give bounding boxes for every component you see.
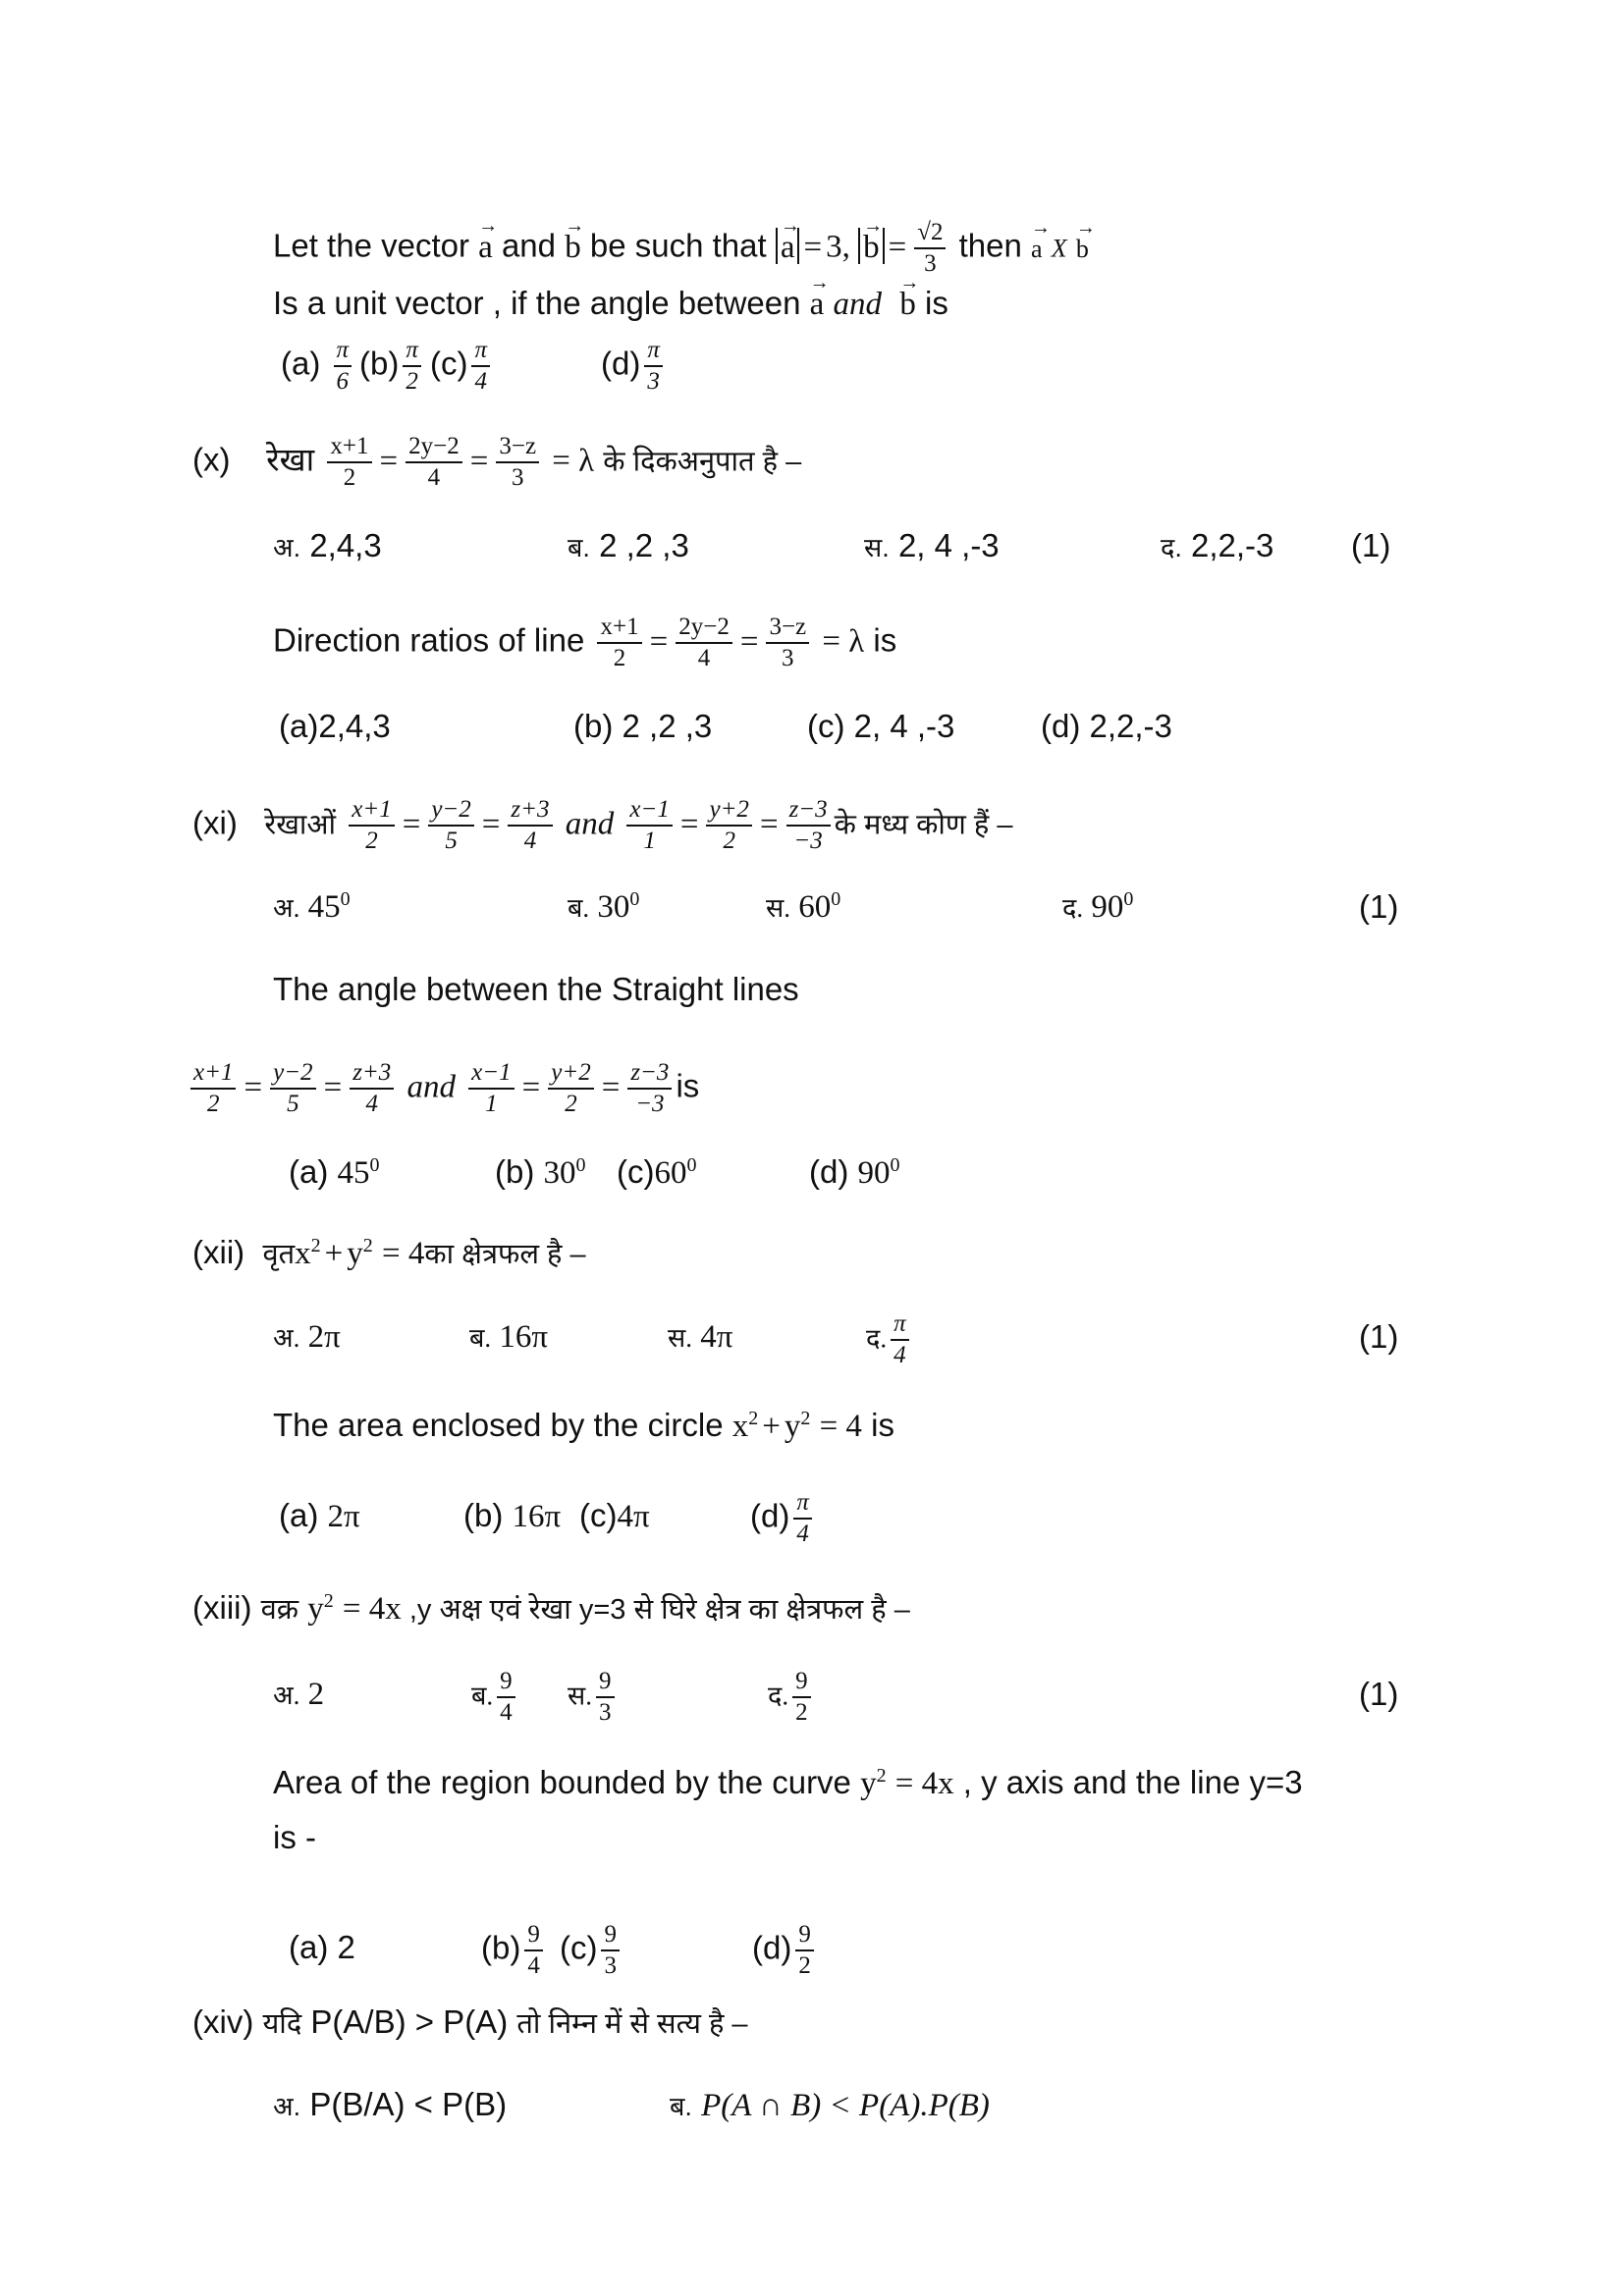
denominator: 4 [427,464,441,491]
equals: = [481,806,501,842]
q-xi-english-option-c[interactable] [617,1152,696,1193]
option-fraction [793,1490,812,1547]
numerator: 9 [792,1669,811,1698]
option-value: 16π [499,1319,549,1355]
vector-a: → a [781,228,795,267]
denominator: 2 [613,645,626,671]
denominator: 3 [647,368,660,395]
denominator: 4 [893,1342,906,1368]
option-label: (d) [750,1497,790,1534]
denominator: 5 [445,828,458,854]
q-xiii-english-question [273,1763,1303,1803]
q-xiii-hindi-option-a[interactable] [273,1675,324,1715]
superscript: 2 [748,1408,759,1429]
option-label: (a) [281,345,321,382]
equation-x: x [731,1409,749,1444]
q-xi-english-option-b[interactable] [495,1152,586,1193]
option-label: द. [1161,533,1182,562]
text: का क्षेत्रफल है – [424,1239,586,1270]
option-label: द. [866,1323,888,1354]
denominator: 2 [795,1699,808,1726]
plus: + [324,1236,344,1271]
q-xiii-hindi-option-c[interactable] [568,1669,619,1726]
degree-superscript: 0 [890,1154,900,1176]
denominator: 2 [343,464,356,491]
option-value: P(A ∩ B) < P(A).P(B) [701,2088,990,2123]
option-label: (d) [601,345,641,382]
option-label: द. [1062,893,1084,923]
numerator: 9 [596,1669,615,1698]
equation-y: y [347,1236,363,1271]
question-number: (xii) [192,1234,245,1270]
numerator: 9 [601,1922,620,1951]
text: वृत [262,1239,296,1270]
option-label: (d) [1041,708,1081,744]
option-fraction [891,1311,909,1368]
curve-lhs: y [860,1766,877,1801]
text: वक्र [260,1594,299,1626]
fraction [786,797,831,854]
option-label: द. [768,1681,789,1711]
option-fraction [403,338,421,395]
question-number: (x) [192,441,231,478]
plus: + [762,1409,781,1444]
condition: P(A/B) > P(A) [310,2003,509,2040]
denominator: 2 [406,368,418,395]
q-xi-hindi-option-d[interactable] [1062,887,1133,928]
numerator: 2y−2 [406,434,462,463]
q-xiii-english-option-d[interactable] [752,1922,818,1979]
comma: , [841,229,859,265]
q-xiii-english-option-a[interactable] [289,1928,355,1967]
denominator: 3 [782,645,794,671]
superscript: 2 [362,1235,373,1256]
denominator: 3 [924,250,937,277]
option-label: ब. [568,893,590,923]
question-number: (xiv) [192,2003,254,2040]
fraction [190,1060,236,1117]
degree-superscript: 0 [1123,888,1134,910]
degree-superscript: 0 [369,1154,380,1176]
degree-superscript: 0 [575,1154,586,1176]
q-xii-english-option-a[interactable] [279,1496,360,1536]
option-label: ब. [471,1681,494,1711]
option-value: 60 [654,1155,687,1191]
option-fraction [596,1669,615,1726]
q-x-english-question [273,614,896,671]
option-value: 2 [337,1929,355,1965]
option-value: P(B/A) < P(B) [309,2086,508,2122]
text: रेखा [266,441,315,478]
equation-y: y [784,1409,801,1444]
option-label: स. [668,1323,693,1353]
fraction [706,797,751,854]
equals: = [469,443,489,479]
lambda: = λ [552,443,595,479]
option-label: स. [864,533,890,562]
and-word: and [406,1069,456,1105]
fraction [597,614,641,671]
cross-symbol: X [1051,234,1067,263]
text: then [949,227,1032,264]
numerator: π [471,338,490,367]
denominator: 3 [604,1952,617,1979]
q-xiii-english-option-c[interactable] [560,1922,623,1979]
numerator: y+2 [548,1060,593,1090]
option-fraction [334,338,352,395]
option-value: 2 [307,1677,325,1712]
numerator: 3−z [766,614,809,644]
lambda: = λ [822,623,865,660]
option-label: (b) [481,1929,521,1966]
equals: = [601,1069,621,1105]
option-label: अ. [273,1681,300,1710]
vector-a: → a [1031,230,1043,269]
denominator: −3 [793,828,823,854]
option-fraction [792,1669,811,1726]
q-xi-hindi-option-b[interactable] [568,887,639,928]
option-value: 16π [512,1499,562,1534]
vector-b: → b [1076,230,1089,269]
numerator: z−3 [627,1060,672,1090]
fraction [270,1060,315,1117]
equals: = [888,229,907,265]
q-xii-english-question [273,1406,894,1446]
q-xii-hindi-option-d[interactable] [866,1311,913,1368]
option-label: (b) [573,708,614,744]
denominator: 3 [599,1699,612,1726]
denominator: 4 [365,1091,378,1117]
q-xii-hindi-question [192,1233,586,1274]
option-value: 2,2,-3 [1089,708,1172,744]
q-xi-hindi-option-c[interactable] [766,887,840,928]
text: is [864,621,897,659]
option-value: 30 [543,1155,576,1191]
option-label: ब. [670,2092,692,2121]
option-value: 2,4,3 [318,708,391,744]
option-fraction [497,1669,515,1726]
q-x-hindi-option-b[interactable] [568,526,689,567]
numerator: y+2 [706,797,751,827]
option-value: 90 [1091,889,1124,925]
equation-rhs: = 4 [819,1409,862,1444]
fraction [406,434,462,491]
vector-b: → b [863,228,880,267]
q-xiv-hindi-question [192,2002,748,2044]
fraction [508,797,552,854]
numerator: 3−z [496,434,539,463]
numerator: 9 [795,1922,814,1951]
q-xi-english-equation [187,1060,699,1117]
q-xii-english-option-d[interactable] [750,1490,816,1547]
denominator: 4 [500,1699,513,1726]
option-value: 60 [798,889,832,925]
option-value: 45 [337,1155,370,1191]
q-x-english-option-a[interactable] [279,707,391,746]
option-label: (a) [279,708,319,744]
equals: = [244,1069,263,1105]
equals: = [521,1069,541,1105]
q-xi-english-option-d[interactable] [809,1152,900,1193]
numerator: π [334,338,352,367]
degree-superscript: 0 [629,888,640,910]
fraction [496,434,539,491]
numerator: y−2 [270,1060,315,1090]
numerator: x+1 [190,1060,236,1090]
numerator: x+1 [327,434,371,463]
text: , y axis and the line y=3 [953,1764,1303,1800]
text: Is a unit vector , if the angle between [273,285,810,321]
option-label: (b) [463,1497,504,1533]
numerator: x−1 [468,1060,514,1090]
degree-superscript: 0 [340,888,351,910]
degree-superscript: 0 [831,888,841,910]
numerator: π [793,1490,812,1520]
q-xii-hindi-option-b[interactable] [469,1317,548,1358]
option-label: अ. [273,1323,300,1353]
magnitude-a [776,228,800,264]
fraction [627,1060,672,1117]
q-ix-english-line2 [273,284,948,324]
q-xiii-hindi-option-d[interactable] [768,1669,815,1726]
option-label: (c) [807,708,845,744]
option-value: 2π [307,1319,341,1355]
vector-a: → a [810,285,825,324]
denominator: 1 [485,1091,498,1117]
degree-superscript: 0 [686,1154,697,1176]
q-x-english-option-d[interactable] [1041,707,1172,746]
q-ix-option-d[interactable] [601,338,667,395]
option-label: ब. [568,533,590,562]
option-label: (c) [617,1153,655,1190]
option-label: (b) [359,345,400,382]
option-value: 90 [857,1155,891,1191]
denominator: 4 [527,1952,540,1979]
option-label: स. [568,1681,593,1711]
option-value: 2,4,3 [309,527,382,563]
numerator: z+3 [350,1060,394,1090]
fraction [349,797,394,854]
option-label: (c) [579,1497,618,1533]
numerator: π [644,338,663,367]
option-label: (c) [430,345,468,382]
denominator: 2 [565,1091,577,1117]
numerator: z+3 [508,797,552,827]
fraction [766,614,809,671]
text: Direction ratios of line [273,621,585,659]
text: is [915,285,948,321]
curve-rhs: = 4x [894,1766,954,1801]
q-xi-english-title: The angle between the Straight lines [273,971,799,1007]
magnitude-b-fraction [914,220,946,277]
numerator: 2y−2 [676,614,732,644]
q-xiii-hindi-question [192,1588,910,1629]
option-label: (c) [560,1929,598,1966]
option-fraction [471,338,490,395]
text: रेखाओं [264,809,337,841]
q-xii-marks: (1) [1359,1318,1399,1355]
equals: = [379,443,399,479]
superscript: 2 [310,1235,321,1256]
q-xi-hindi-question [192,797,1013,854]
q-ix-option-b[interactable] [359,338,425,395]
q-ix-option-c[interactable] [430,338,494,395]
option-label: अ. [273,2092,301,2121]
fraction [548,1060,593,1117]
numerator: π [403,338,421,367]
q-ix-option-a[interactable] [281,338,355,395]
q-x-english-option-b[interactable] [573,707,712,746]
fraction [468,1060,514,1117]
option-value: 45 [307,889,341,925]
equation-rhs: = 4 [381,1236,425,1271]
numerator: y−2 [428,797,473,827]
q-x-hindi-option-c[interactable] [864,526,1000,567]
text: Area of the region bounded by the curve [273,1764,861,1800]
q-xiv-hindi-option-b[interactable] [670,2085,990,2126]
superscript: 2 [876,1765,887,1787]
text: तो निम्न में से सत्य है – [516,2008,748,2040]
question-number: (xiii) [192,1589,252,1626]
equals: = [739,623,759,660]
magnitude-a-value: 3 [826,229,842,265]
superscript: 2 [323,1590,334,1612]
q-xiii-hindi-option-b[interactable] [471,1669,519,1726]
equals: = [323,1069,343,1105]
q-xiv-hindi-option-a[interactable] [273,2085,507,2126]
option-fraction [795,1922,814,1979]
option-label: (d) [752,1929,792,1966]
option-value: 2,2,-3 [1191,527,1274,563]
q-xi-hindi-option-a[interactable] [273,887,351,928]
numerator: π [891,1311,909,1341]
q-x-marks: (1) [1351,527,1391,563]
option-value: 2 ,2 ,3 [599,527,689,563]
curve-rhs: = 4x [342,1591,402,1627]
q-x-hindi-option-a[interactable] [273,526,382,567]
numerator: x+1 [349,797,394,827]
q-ix-english-line1 [273,220,1089,277]
q-xii-hindi-option-a[interactable] [273,1317,341,1358]
denominator: 2 [723,828,735,854]
q-xii-hindi-option-c[interactable] [668,1317,732,1358]
q-x-hindi-question [192,434,801,491]
denominator: 3 [511,464,524,491]
text: be such that [580,227,776,264]
q-x-hindi-option-d[interactable] [1161,526,1273,567]
option-label: अ. [273,893,300,923]
equals: = [649,623,669,660]
equals: = [679,806,699,842]
q-xiii-english-option-b[interactable] [481,1922,547,1979]
vector-a: → a [478,228,493,267]
equals: = [402,806,421,842]
text: Let the vector [273,227,479,264]
numerator: x−1 [626,797,672,827]
numerator: x+1 [597,614,641,644]
option-value: 30 [597,889,630,925]
option-label: (a) [289,1153,329,1190]
fraction [350,1060,394,1117]
fraction [428,797,473,854]
numerator: z−3 [786,797,831,827]
denominator: 5 [287,1091,299,1117]
text: The area enclosed by the circle [273,1407,732,1443]
numerator: √2 [914,220,946,249]
denominator: 2 [798,1952,811,1979]
text: के मध्य कोण हैं – [834,809,1013,841]
text: is [676,1067,700,1104]
text: के दिकअनुपात है – [603,446,802,478]
and-word: and [565,806,615,842]
denominator: −3 [635,1091,665,1117]
option-label: ब. [469,1323,492,1353]
superscript: 2 [800,1408,811,1429]
q-xii-english-option-c[interactable] [579,1496,650,1536]
q-xi-english-option-a[interactable] [289,1152,380,1193]
equation-x: x [295,1236,311,1271]
denominator: 4 [796,1521,809,1547]
text: and [492,227,566,264]
numerator: 9 [524,1922,543,1951]
q-xiii-english-line2: is - [273,1819,316,1855]
denominator: 6 [336,368,350,395]
equals: = [803,229,823,265]
q-x-english-option-c[interactable] [807,707,954,746]
fraction [327,434,371,491]
numerator: 9 [497,1669,515,1698]
denominator: 2 [365,828,378,854]
text: ,y अक्ष एवं रेखा y=3 से घिरे क्षेत्र का क्षेत्रफल है – [401,1594,910,1626]
equals: = [759,806,779,842]
option-label: अ. [273,533,301,562]
option-label: (d) [809,1153,849,1190]
option-label: (a) [279,1497,319,1533]
option-value: 4π [700,1319,733,1355]
denominator: 1 [643,828,656,854]
option-value: 2 ,2 ,3 [622,708,713,744]
denominator: 4 [523,828,537,854]
option-fraction [601,1922,620,1979]
text: यदि [262,2008,302,2040]
q-xi-marks: (1) [1359,888,1399,925]
vector-b: → b [565,228,581,267]
vector-b: → b [899,285,916,324]
magnitude-b [858,228,885,264]
option-value: 4π [617,1499,650,1534]
option-label: (a) [289,1929,329,1965]
and-word: and [833,287,882,322]
option-label: स. [766,893,791,923]
fraction [626,797,672,854]
option-value: 2π [327,1499,360,1534]
option-fraction [524,1922,543,1979]
q-xiii-marks: (1) [1359,1676,1399,1712]
curve-lhs: y [307,1591,324,1627]
denominator: 4 [697,645,711,671]
q-xii-english-option-b[interactable] [463,1496,561,1536]
text: is [861,1407,894,1443]
question-number: (xi) [192,804,238,841]
option-fraction [644,338,663,395]
option-label: (b) [495,1153,535,1190]
option-value: 2, 4 ,-3 [897,527,1000,563]
fraction [676,614,732,671]
denominator: 2 [206,1091,220,1117]
option-value: 2, 4 ,-3 [853,708,955,744]
denominator: 4 [474,368,487,395]
